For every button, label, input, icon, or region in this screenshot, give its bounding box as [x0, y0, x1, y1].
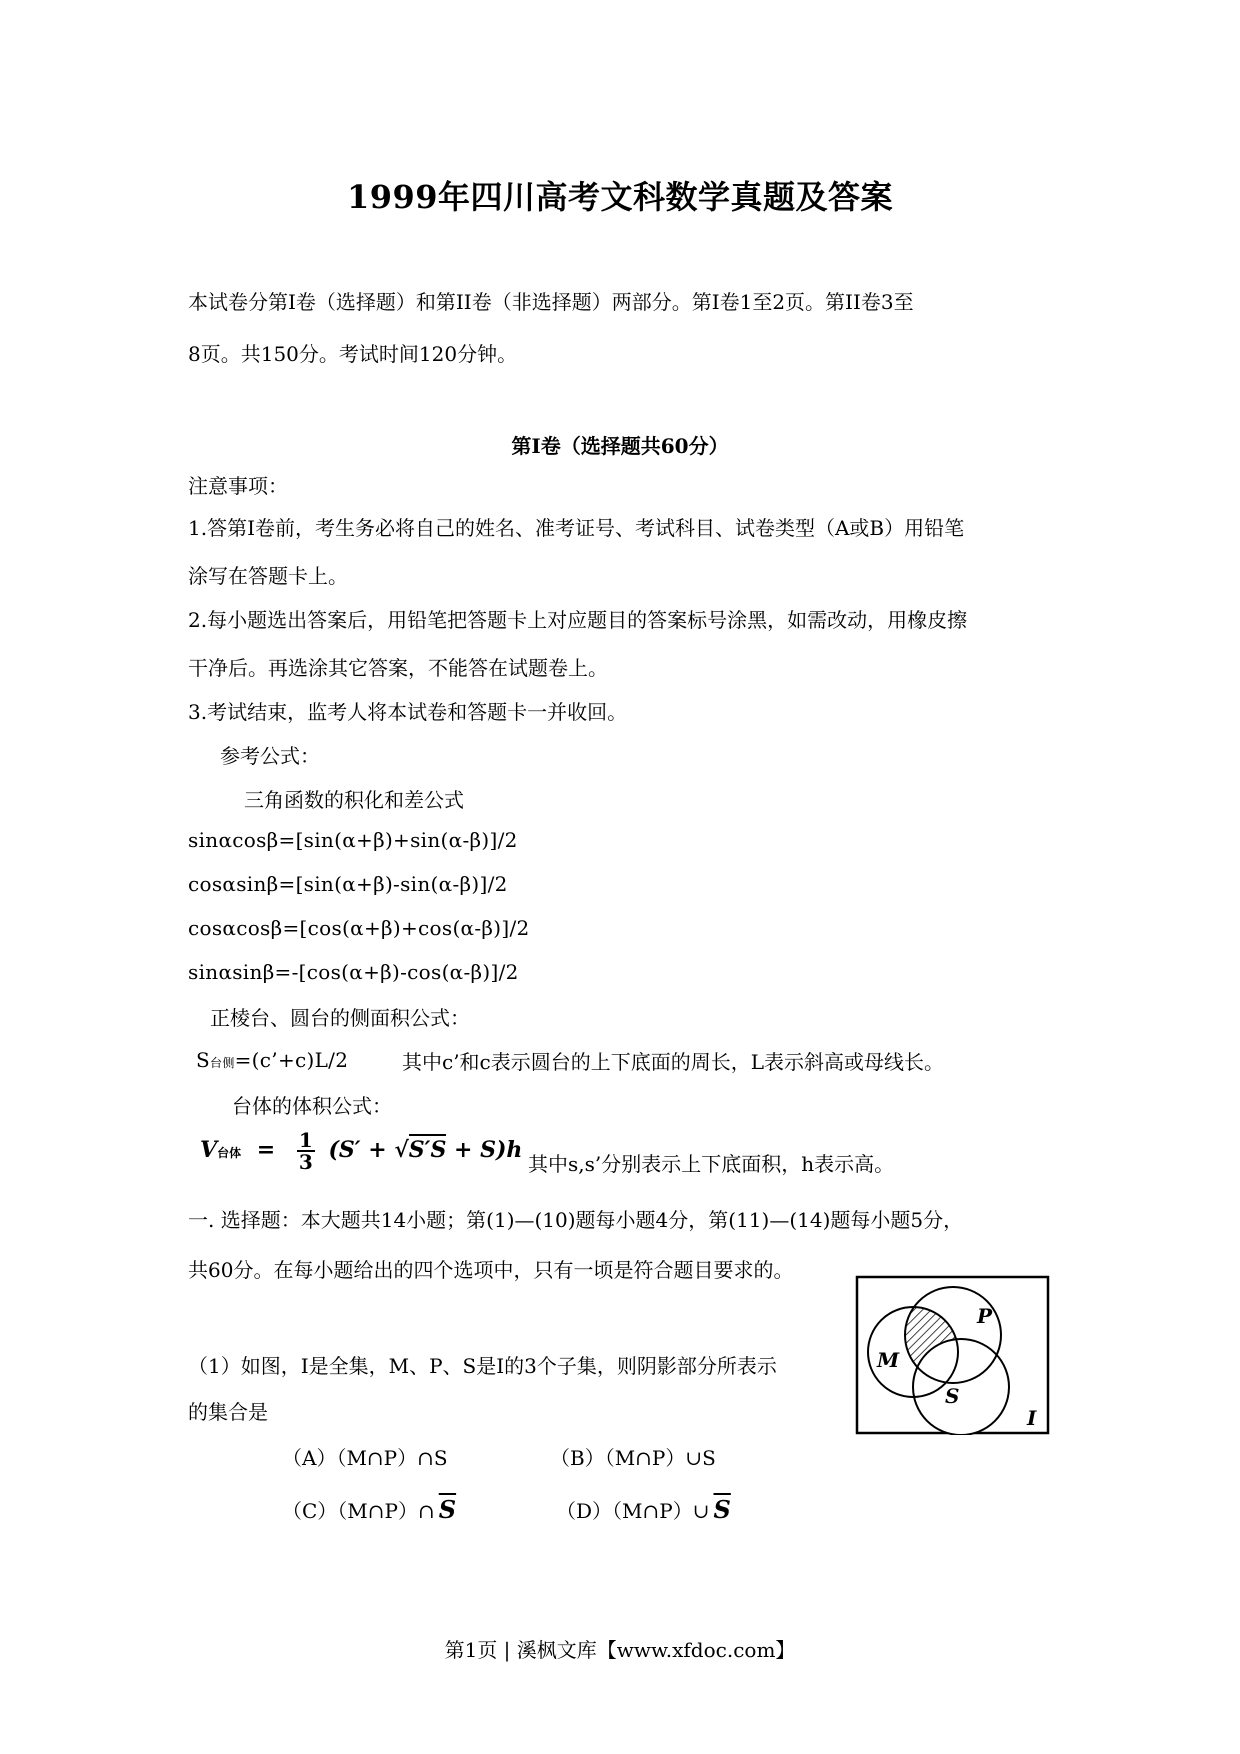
volume-heading: 台体的体积公式： — [232, 1094, 392, 1118]
option-b: （B）（M∩P）∪S — [550, 1446, 716, 1470]
label-i: I — [1027, 1406, 1037, 1430]
lateral-s: S — [196, 1048, 211, 1072]
trig-formula-4: sinαsinβ=-[cos(α+β)-cos(α-β)]/2 — [188, 960, 519, 984]
lateral-formula-body: =(c’+c)L/2 — [234, 1048, 349, 1072]
page-title: 1999年四川高考文科数学真题及答案 — [346, 178, 894, 216]
notice-item-2-line-1: 2.每小题选出答案后，用铅笔把答题卡上对应题目的答案标号涂黑，如需改动，用橡皮擦 — [188, 608, 968, 632]
trig-formula-2: cosαsinβ=[sin(α+β)-sin(α-β)]/2 — [188, 872, 508, 896]
volume-equals: = — [256, 1137, 276, 1163]
part1-line-1: 一. 选择题：本大题共14小题；第(1)—(10)题每小题4分，第(11)—(14)题每小题5分， — [188, 1208, 964, 1232]
venn-diagram — [855, 1275, 1050, 1435]
one-third-fraction — [297, 1130, 315, 1172]
notice-item-1-line-1: 1.答第Ⅰ卷前，考生务必将自己的姓名、准考证号、考试科目、试卷类型（A或B）用铅笔 — [188, 516, 965, 540]
trig-formula-3: cosαcosβ=[cos(α+β)+cos(α-β)]/2 — [188, 916, 530, 940]
page-footer: 第1页 | 溪枫文库【www.xfdoc.com】 — [444, 1638, 796, 1662]
lateral-subscript: 台侧 — [210, 1056, 235, 1070]
volume-description: 其中s,s’分别表示上下底面积，h表示高。 — [528, 1152, 895, 1176]
option-c — [282, 1496, 456, 1525]
label-p: P — [977, 1304, 993, 1328]
volume-v: V — [200, 1137, 218, 1163]
q1-line-2: 的集合是 — [188, 1400, 268, 1424]
part1-line-2: 共60分。在每小题给出的四个选项中，只有一顷是符合题目要求的。 — [188, 1258, 794, 1282]
reference-heading: 参考公式： — [220, 744, 320, 768]
option-d-text: （D）（M∩P）∪ — [556, 1499, 710, 1523]
fraction-numerator: 1 — [298, 1128, 313, 1152]
option-d — [556, 1496, 731, 1525]
section-title: 第Ⅰ卷（选择题共60分） — [511, 434, 729, 458]
intro-line-1: 本试卷分第Ⅰ卷（选择题）和第II卷（非选择题）两部分。第Ⅰ卷1至2页。第II卷3至 — [188, 290, 914, 314]
notice-item-2-line-2: 干净后。再选涂其它答案，不能答在试题卷上。 — [188, 656, 608, 680]
option-c-text: （C）（M∩P）∩ — [282, 1499, 435, 1523]
q1-line-1: （1）如图，I是全集，M、P、S是I的3个子集，则阴影部分所表示 — [188, 1354, 777, 1378]
notice-heading: 注意事项： — [188, 474, 288, 498]
volume-subscript: 台体 — [217, 1146, 242, 1160]
volume-close-part: + S)h — [446, 1137, 523, 1163]
notice-item-3: 3.考试结束，监考人将本试卷和答题卡一并收回。 — [188, 700, 628, 724]
sqrt-radicand: S′S — [409, 1134, 447, 1163]
volume-open-part: (S′ + — [328, 1137, 395, 1163]
label-s: S — [945, 1384, 960, 1408]
lateral-description: 其中c’和c表示圆台的上下底面的周长，L表示斜高或母线长。 — [402, 1050, 945, 1074]
label-m: M — [877, 1348, 900, 1372]
lateral-heading: 正棱台、圆台的侧面积公式： — [210, 1006, 470, 1030]
complement-s-d: $\overline{S}$ — [713, 1495, 731, 1524]
fraction-denominator: 3 — [298, 1150, 313, 1174]
trig-formula-1: sinαcosβ=[sin(α+β)+sin(α-β)]/2 — [188, 828, 518, 852]
intro-line-2: 8页。共150分。考试时间120分钟。 — [188, 342, 518, 366]
lateral-formula — [196, 1048, 348, 1072]
sqrt-icon: √ — [394, 1137, 409, 1163]
volume-formula — [200, 1130, 522, 1172]
trig-heading: 三角函数的积化和差公式 — [244, 788, 464, 812]
notice-item-1-line-2: 涂写在答题卡上。 — [188, 564, 348, 588]
option-a: （A）（M∩P）∩S — [282, 1446, 448, 1470]
complement-s-c: $\overline{S}$ — [438, 1495, 457, 1524]
